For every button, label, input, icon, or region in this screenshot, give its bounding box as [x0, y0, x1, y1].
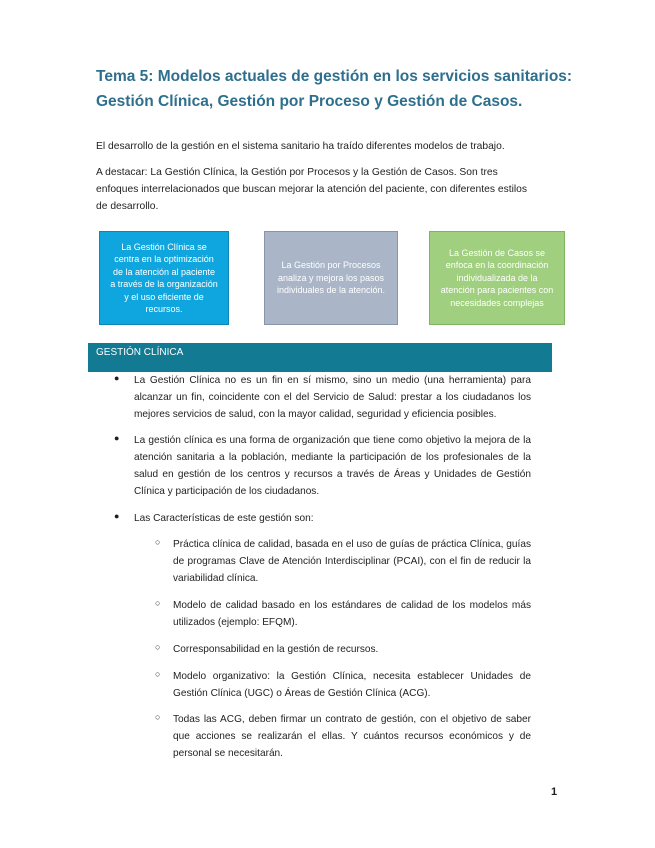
sub-list-item-text: Práctica clínica de calidad, basada en el uso de guías de práctica Clínica, guías de programas Clave de Atención Interdisciplinar (PCAI), con el fin de reducir la variabilidad clínica.	[173, 539, 531, 584]
bullet-dot-icon: ●	[114, 511, 120, 521]
list-item	[134, 372, 531, 423]
circle-bullet-icon: ○	[155, 669, 161, 679]
sub-list-item-text: Modelo organizativo: la Gestión Clínica, necesita establecer Unidades de Gestión Clínica (UGC) o Áreas de Gestión Clínica (ACG).	[173, 671, 531, 699]
sub-list-item-text: Modelo de calidad basado en los estándares de calidad de los modelos más utilizados (ejemplo: EFQM).	[173, 600, 531, 628]
sub-list-item-text: Corresponsabilidad en la gestión de recursos.	[173, 644, 379, 655]
circle-bullet-icon: ○	[155, 642, 161, 652]
case-management-box-text: La Gestión de Casos se enfoca en la coordinación individualizada de la atención para pacientes con necesidades complejas	[440, 247, 554, 308]
bullet-dot-icon: ●	[114, 373, 120, 383]
section-heading-bar	[88, 343, 552, 372]
intro-paragraph-1: El desarrollo de la gestión en el sistema sanitario ha traído diferentes modelos de trabajo.	[96, 141, 505, 152]
section-heading: GESTIÓN CLÍNICA	[96, 347, 184, 358]
clinical-management-box-text: La Gestión Clínica se centra en la optimización de la atención al paciente a través de la organización y el uso eficiente de recursos.	[110, 241, 218, 314]
list-item-text: La Gestión Clínica no es un fin en sí mismo, sino un medio (una herramienta) para alcanzar un fin, coincidente con el del Servicio de Salud: prestar a los ciudadanos los mejores servicios de salud, con la mayor calidad, seguridad y eficiencia posibles.	[134, 375, 531, 420]
sub-list-item-text: Todas las ACG, deben firmar un contrato de gestión, con el objetivo de saber que acciones se realizarán el ellas. Y cuántos recursos económicos y de personal se necesitarán.	[173, 714, 531, 759]
circle-bullet-icon: ○	[155, 598, 161, 608]
intro-paragraph-2: A destacar: La Gestión Clínica, la Gestión por Procesos y la Gestión de Casos. Son tres enfoques interrelacionados que buscan mejorar la atención del paciente, con diferentes estilos de desarrollo.	[96, 167, 528, 212]
page-number: 1	[551, 786, 558, 798]
list-item	[134, 510, 531, 527]
bullet-dot-icon: ●	[114, 433, 120, 443]
sub-list-item	[173, 668, 531, 702]
case-management-box	[429, 231, 565, 325]
page-title: Tema 5: Modelos actuales de gestión en los servicios sanitarios: Gestión Clínica, Gestión por Proceso y Gestión de Casos.	[96, 68, 573, 110]
list-item-text: La gestión clínica es una forma de organización que tiene como objetivo la mejora de la atención sanitaria a la población, mediante la participación de los profesionales de la salud en gestión de los centros y recursos a través de Áreas y Unidades de Gestión Clínica y participación de los ciudadanos.	[134, 435, 531, 497]
list-item	[134, 432, 531, 500]
clinical-management-box	[99, 231, 229, 325]
process-management-box	[264, 231, 398, 325]
circle-bullet-icon: ○	[155, 537, 161, 547]
process-management-box-text: La Gestión por Procesos analiza y mejora los pasos individuales de la atención.	[276, 260, 386, 296]
circle-bullet-icon: ○	[155, 712, 161, 722]
sub-list-item	[173, 711, 531, 762]
sub-list-item	[173, 536, 531, 587]
sub-list-item	[173, 597, 531, 631]
list-item-text: Las Características de este gestión son:	[134, 513, 314, 524]
sub-list-item	[173, 641, 531, 658]
